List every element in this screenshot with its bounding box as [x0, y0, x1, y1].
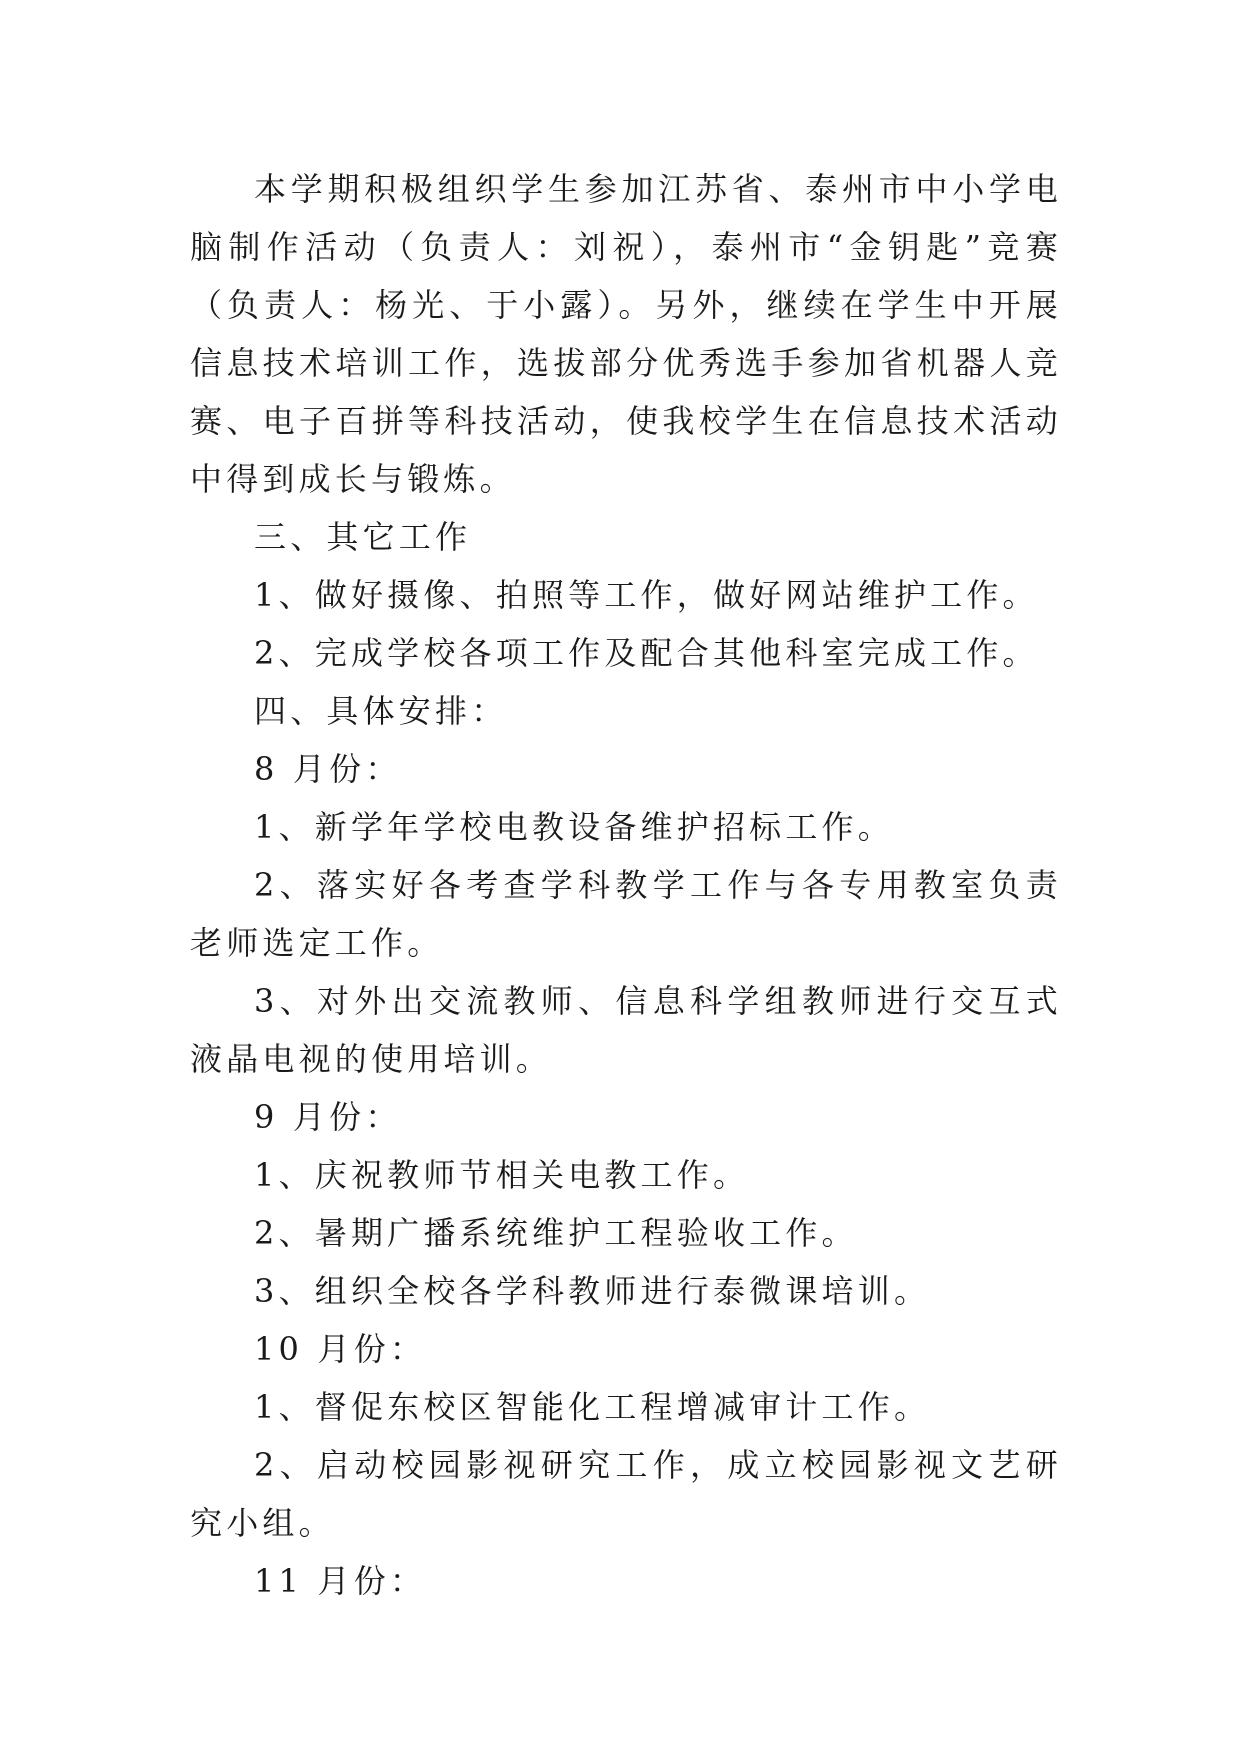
- list-item: 2、完成学校各项工作及配合其他科室完成工作。: [254, 634, 1039, 672]
- month-heading-november: 11 月份：: [254, 1562, 427, 1600]
- section-heading-other-work: 三、其它工作: [254, 518, 472, 556]
- section-heading-schedule: 四、具体安排：: [254, 692, 508, 730]
- list-item: 2、启动校园影视研究工作，成立校园影视文艺研究小组。: [190, 1446, 1062, 1542]
- list-item: 3、组织全校各学科教师进行泰微课培训。: [254, 1272, 931, 1310]
- paragraph-intro: 本学期积极组织学生参加江苏省、泰州市中小学电脑制作活动（负责人：刘祝），泰州市“金钥匙”竞赛（负责人：杨光、于小露）。另外，继续在学生中开展信息技术培训工作，选拔部分优秀选手参加省机器人竞赛、电子百拼等科技活动，使我校学生在信息技术活动中得到成长与锻炼。: [190, 170, 1062, 498]
- list-item: 1、新学年学校电教设备维护招标工作。: [254, 808, 894, 846]
- list-item: 2、暑期广播系统维护工程验收工作。: [254, 1214, 858, 1252]
- month-heading-august: 8 月份：: [254, 750, 402, 788]
- list-item: 1、做好摄像、拍照等工作，做好网站维护工作。: [254, 576, 1039, 614]
- month-heading-october: 10 月份：: [254, 1330, 427, 1368]
- list-item: 2、落实好各考查学科教学工作与各专用教室负责老师选定工作。: [190, 866, 1062, 962]
- list-item: 3、对外出交流教师、信息科学组教师进行交互式液晶电视的使用培训。: [190, 982, 1062, 1078]
- list-item: 1、庆祝教师节相关电教工作。: [254, 1156, 750, 1194]
- document-body: [190, 160, 1062, 1610]
- list-item: 1、督促东校区智能化工程增减审计工作。: [254, 1388, 931, 1426]
- month-heading-september: 9 月份：: [254, 1098, 402, 1136]
